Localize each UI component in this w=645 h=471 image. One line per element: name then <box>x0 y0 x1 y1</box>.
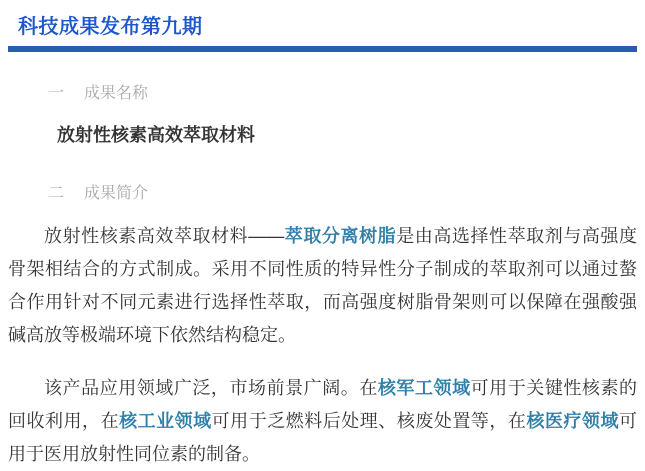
article-page <box>0 10 645 464</box>
section-label: 成果名称 <box>84 85 149 102</box>
section-heading-intro <box>48 180 645 203</box>
body-text-run: 该产品应用领域广泛，市场前景广阔。在 <box>44 378 378 398</box>
section-heading-name <box>48 80 645 103</box>
title-underline-bar <box>8 46 637 52</box>
section-label: 成果简介 <box>84 185 149 202</box>
section-number: 二 <box>48 185 65 202</box>
body-text-run: 是由高选择性萃取剂与高强度骨架相结合的方式制成。采用不同性质的特异性分子制成的萃取剂可以通过螯合作用针对不同元素进行选择性萃取，而高强度树脂骨架则可以保障在强酸强碱高放等极端环境下依然结构稳定。 <box>8 226 638 345</box>
body-text-run: 放射性核素高效萃取材料—— <box>44 226 285 246</box>
intro-paragraph <box>8 220 637 352</box>
application-paragraph <box>8 372 637 471</box>
highlight-term: 核工业领域 <box>119 411 212 431</box>
highlight-term: 核军工领域 <box>377 378 471 398</box>
page-title: 科技成果发布第九期 <box>18 16 203 38</box>
highlight-term: 核医疗领域 <box>526 411 620 431</box>
achievement-title: 放射性核素高效萃取材料 <box>57 125 255 145</box>
body-text-run: 可用于医用放射性同位素的制备。 <box>8 411 638 464</box>
section-number: 一 <box>48 85 65 102</box>
highlight-term: 萃取分离树脂 <box>284 226 397 246</box>
body-text-run: 可用于关键性核素的回收利用，在 <box>8 378 638 431</box>
body-text-run: 可用于乏燃料后处理、核废处置等，在 <box>211 411 527 431</box>
